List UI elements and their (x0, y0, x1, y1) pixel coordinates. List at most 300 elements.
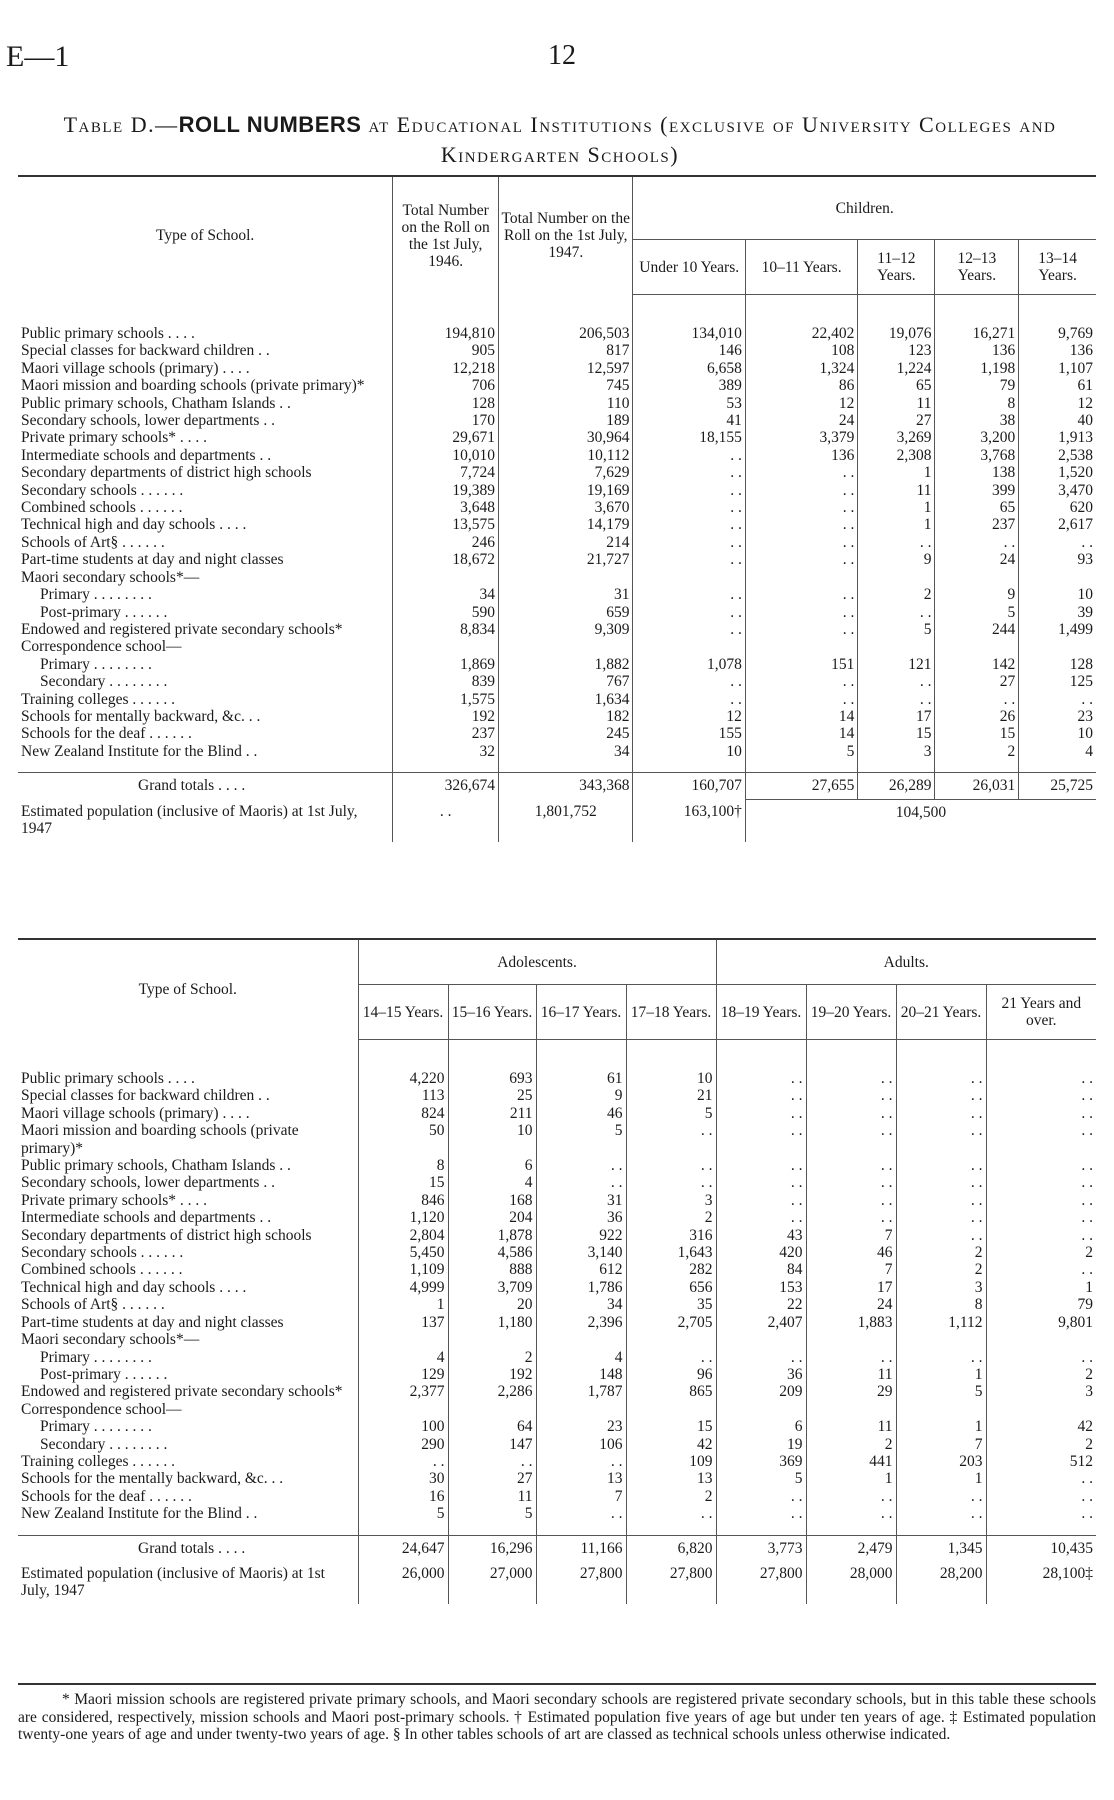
table-row (18, 464, 1096, 481)
cell-value: 8,834 (393, 621, 499, 638)
cell-value: 7,629 (499, 464, 633, 481)
grand-total-value: 3,773 (716, 1535, 806, 1561)
age-header: 16–17 Years. (536, 985, 626, 1040)
cell-value (1019, 638, 1096, 655)
cell-value: 5 (448, 1505, 536, 1522)
cell-value: 4 (448, 1174, 536, 1191)
table-row (18, 621, 1096, 638)
cell-value: . . (536, 1174, 626, 1191)
cell-value: 121 (858, 656, 935, 673)
cell-value: 1,180 (448, 1314, 536, 1331)
cell-value: . . (745, 551, 857, 568)
cell-value: 46 (536, 1105, 626, 1122)
cell-value: 18,672 (393, 551, 499, 568)
cell-value: 693 (448, 1070, 536, 1087)
cell-value: 34 (499, 743, 633, 760)
cell-value: . . (716, 1505, 806, 1522)
cell-value: 1,324 (745, 360, 857, 377)
table-row (18, 325, 1096, 342)
grand-totals-row (18, 1535, 1096, 1561)
grand-total-value: 2,479 (806, 1535, 896, 1561)
row-label: Special classes for backward children . . (21, 1087, 270, 1105)
cell-value: . . (986, 1261, 1096, 1278)
table-row (18, 482, 1096, 499)
cell-value: . . (745, 691, 857, 708)
cell-value: 2 (896, 1244, 986, 1261)
cell-value: 237 (935, 516, 1019, 533)
cell-value: 79 (986, 1296, 1096, 1313)
age-header: 11–12 Years. (858, 240, 935, 295)
cell-value: . . (745, 534, 857, 551)
cell-value: . . (633, 691, 745, 708)
table-row (18, 1296, 1096, 1313)
cell-value: 10 (626, 1070, 716, 1087)
table-row (18, 569, 1096, 586)
type-of-school-header: Type of School. (18, 176, 393, 295)
cell-value: 86 (745, 377, 857, 394)
cell-value: . . (896, 1070, 986, 1087)
row-label: Public primary schools, Chatham Islands . . (21, 1157, 291, 1175)
population-value: . . (393, 799, 499, 842)
row-label: Correspondence school— (21, 1400, 182, 1418)
cell-value: . . (896, 1488, 986, 1505)
cell-value: . . (986, 1105, 1096, 1122)
table-row (18, 412, 1096, 429)
cell-value: 26 (935, 708, 1019, 725)
cell-value (499, 569, 633, 586)
cell-value: 7 (896, 1436, 986, 1453)
row-label: Secondary departments of district high schools (21, 1226, 312, 1244)
cell-value: 3,200 (935, 429, 1019, 446)
cell-value: 43 (716, 1227, 806, 1244)
cell-value: 1 (806, 1470, 896, 1487)
cell-value (935, 638, 1019, 655)
cell-value: . . (536, 1157, 626, 1174)
table-row (18, 1105, 1096, 1122)
table-row (18, 743, 1096, 760)
title-bold: ROLL NUMBERS (178, 112, 362, 137)
cell-value: 9 (935, 586, 1019, 603)
table-row (18, 1070, 1096, 1087)
cell-value: 11 (448, 1488, 536, 1505)
cell-value: . . (716, 1070, 806, 1087)
cell-value (716, 1331, 806, 1348)
cell-value: 214 (499, 534, 633, 551)
cell-value: 1,575 (393, 691, 499, 708)
cell-value: 4,586 (448, 1244, 536, 1261)
row-label: Schools for the mentally backward, &c. . . (21, 1470, 284, 1488)
cell-value: 136 (745, 447, 857, 464)
population-row (18, 799, 1096, 842)
cell-value: 389 (633, 377, 745, 394)
population-row (18, 1561, 1096, 1604)
cell-value: . . (716, 1157, 806, 1174)
table-adolescents-adults (18, 938, 1096, 1604)
cell-value: 138 (935, 464, 1019, 481)
cell-value: 61 (1019, 377, 1096, 394)
cell-value: . . (986, 1349, 1096, 1366)
table-row (18, 1436, 1096, 1453)
cell-value: . . (806, 1070, 896, 1087)
row-label: Secondary schools, lower departments . . (21, 412, 275, 430)
cell-value: 1,869 (393, 656, 499, 673)
cell-value: . . (633, 482, 745, 499)
cell-value: 34 (536, 1296, 626, 1313)
grand-total-value: 26,289 (858, 773, 935, 799)
cell-value: . . (896, 1227, 986, 1244)
cell-value: 3,269 (858, 429, 935, 446)
cell-value: 40 (1019, 412, 1096, 429)
cell-value: . . (536, 1453, 626, 1470)
cell-value: . . (745, 621, 857, 638)
cell-value: 817 (499, 342, 633, 359)
cell-value: 32 (393, 743, 499, 760)
cell-value: 136 (1019, 342, 1096, 359)
cell-value: 2 (896, 1261, 986, 1278)
cell-value: 14 (745, 725, 857, 742)
cell-value: . . (716, 1209, 806, 1226)
cell-value: 125 (1019, 673, 1096, 690)
cell-value: 2 (986, 1436, 1096, 1453)
population-value: 163,100† (633, 799, 745, 842)
cell-value: . . (896, 1087, 986, 1104)
cell-value: 846 (358, 1192, 448, 1209)
cell-value: . . (896, 1105, 986, 1122)
cell-value: 34 (393, 586, 499, 603)
cell-value: . . (633, 551, 745, 568)
cell-value: 1,499 (1019, 621, 1096, 638)
table-row (18, 586, 1096, 603)
cell-value: . . (986, 1122, 1096, 1157)
cell-value: 824 (358, 1105, 448, 1122)
table-row (18, 1261, 1096, 1278)
cell-value: . . (858, 673, 935, 690)
cell-value: 1 (858, 464, 935, 481)
cell-value (448, 1401, 536, 1418)
cell-value: . . (745, 499, 857, 516)
table-row (18, 708, 1096, 725)
cell-value: 1,078 (633, 656, 745, 673)
cell-value: 5 (896, 1383, 986, 1400)
row-label: Endowed and registered private secondary schools* (21, 620, 343, 638)
cell-value: 27 (858, 412, 935, 429)
cell-value (745, 638, 857, 655)
cell-value (806, 1401, 896, 1418)
row-label: Maori village schools (primary) . . . . (21, 1104, 250, 1122)
cell-value: 29 (806, 1383, 896, 1400)
cell-value: 14 (745, 708, 857, 725)
page-number: 12 (548, 40, 576, 71)
cell-value: 3,470 (1019, 482, 1096, 499)
cell-value: 15 (358, 1174, 448, 1191)
cell-value: 134,010 (633, 325, 745, 342)
row-label: Combined schools . . . . . . (21, 499, 183, 517)
cell-value: . . (716, 1192, 806, 1209)
cell-value: 1 (358, 1296, 448, 1313)
cell-value: 10 (448, 1122, 536, 1157)
cell-value: 5 (536, 1122, 626, 1157)
population-value: 27,000 (448, 1561, 536, 1604)
cell-value: 11 (858, 395, 935, 412)
cell-value: 19,169 (499, 482, 633, 499)
cell-value: . . (716, 1488, 806, 1505)
cell-value: . . (745, 673, 857, 690)
cell-value: 136 (935, 342, 1019, 359)
row-label: Primary . . . . . . . . (40, 586, 152, 604)
cell-value: 64 (448, 1418, 536, 1435)
cell-value: 30 (358, 1470, 448, 1487)
cell-value: . . (858, 604, 935, 621)
row-label: New Zealand Institute for the Blind . . (21, 742, 258, 760)
cell-value: 1,520 (1019, 464, 1096, 481)
age-header: 20–21 Years. (896, 985, 986, 1040)
cell-value: 1 (896, 1418, 986, 1435)
cell-value: 42 (986, 1418, 1096, 1435)
table-row (18, 1157, 1096, 1174)
cell-value: . . (986, 1209, 1096, 1226)
cell-value: . . (986, 1488, 1096, 1505)
cell-value: 110 (499, 395, 633, 412)
cell-value: . . (716, 1174, 806, 1191)
cell-value: 182 (499, 708, 633, 725)
grand-total-value: 10,435 (986, 1535, 1096, 1561)
cell-value: 7,724 (393, 464, 499, 481)
cell-value: . . (1019, 534, 1096, 551)
cell-value: . . (806, 1105, 896, 1122)
table-row (18, 1314, 1096, 1331)
cell-value: 2,286 (448, 1383, 536, 1400)
grand-total-value: 6,820 (626, 1535, 716, 1561)
cell-value (358, 1331, 448, 1348)
cell-value: 30,964 (499, 429, 633, 446)
cell-value: . . (896, 1157, 986, 1174)
cell-value: . . (896, 1349, 986, 1366)
cell-value: 8 (358, 1157, 448, 1174)
population-merged-value: 104,500 (745, 799, 1096, 842)
cell-value: 745 (499, 377, 633, 394)
table-row (18, 1418, 1096, 1435)
cell-value: . . (858, 534, 935, 551)
cell-value: . . (448, 1453, 536, 1470)
cell-value: 27 (935, 673, 1019, 690)
table-row (18, 429, 1096, 446)
cell-value: . . (626, 1122, 716, 1157)
cell-value (393, 638, 499, 655)
row-label: Schools for the deaf . . . . . . (21, 1487, 192, 1505)
cell-value: 10 (1019, 586, 1096, 603)
cell-value: 5,450 (358, 1244, 448, 1261)
cell-value (626, 1331, 716, 1348)
cell-value: . . (633, 534, 745, 551)
cell-value: 922 (536, 1227, 626, 1244)
cell-value: . . (1019, 691, 1096, 708)
cell-value: 3,768 (935, 447, 1019, 464)
population-value: 28,200 (896, 1561, 986, 1604)
cell-value (536, 1331, 626, 1348)
cell-value: 2 (448, 1349, 536, 1366)
cell-value: 168 (448, 1192, 536, 1209)
table-row (18, 1331, 1096, 1348)
cell-value: 1 (858, 499, 935, 516)
cell-value: 3 (896, 1279, 986, 1296)
cell-value: 206,503 (499, 325, 633, 342)
cell-value: 209 (716, 1383, 806, 1400)
cell-value: 9,801 (986, 1314, 1096, 1331)
page-reference: E—1 (6, 40, 70, 73)
table-row (18, 1192, 1096, 1209)
cell-value: . . (806, 1192, 896, 1209)
cell-value: 6 (716, 1418, 806, 1435)
cell-value: 4 (536, 1349, 626, 1366)
cell-value: . . (896, 1122, 986, 1157)
cell-value: 316 (626, 1227, 716, 1244)
cell-value: 767 (499, 673, 633, 690)
cell-value: . . (806, 1488, 896, 1505)
cell-value: 142 (935, 656, 1019, 673)
row-label: Secondary schools . . . . . . (21, 1244, 184, 1262)
row-label: Post-primary . . . . . . (40, 1365, 168, 1383)
cell-value: 237 (393, 725, 499, 742)
age-header: 21 Years and over. (986, 985, 1096, 1040)
cell-value: 7 (806, 1261, 896, 1278)
cell-value: . . (986, 1157, 1096, 1174)
cell-value: 706 (393, 377, 499, 394)
cell-value: 3,648 (393, 499, 499, 516)
cell-value: 11 (858, 482, 935, 499)
cell-value: 4 (1019, 743, 1096, 760)
cell-value (499, 638, 633, 655)
population-value: 28,000 (806, 1561, 896, 1604)
cell-value (393, 569, 499, 586)
cell-value: 3,140 (536, 1244, 626, 1261)
cell-value: 3,709 (448, 1279, 536, 1296)
cell-value: 5 (358, 1505, 448, 1522)
cell-value: 10,112 (499, 447, 633, 464)
cell-value: 3 (626, 1192, 716, 1209)
cell-value: 13,575 (393, 516, 499, 533)
cell-value: 35 (626, 1296, 716, 1313)
row-label: Combined schools . . . . . . (21, 1261, 183, 1279)
cell-value: 96 (626, 1366, 716, 1383)
cell-value: 11 (806, 1366, 896, 1383)
table-row (18, 725, 1096, 742)
cell-value: 2 (806, 1436, 896, 1453)
cell-value: 79 (935, 377, 1019, 394)
population-label: Estimated population (inclusive of Maoris) at 1st July, 1947 (21, 1564, 325, 1600)
cell-value: 53 (633, 395, 745, 412)
cell-value: . . (986, 1470, 1096, 1487)
table-row (18, 377, 1096, 394)
cell-value: 4,999 (358, 1279, 448, 1296)
cell-value: 1,643 (626, 1244, 716, 1261)
age-header: 14–15 Years. (358, 985, 448, 1040)
cell-value: 153 (716, 1279, 806, 1296)
row-label: Post-primary . . . . . . (40, 603, 168, 621)
page-header (0, 40, 1114, 80)
row-label: Schools of Art§ . . . . . . (21, 1296, 165, 1314)
table-row (18, 656, 1096, 673)
grand-totals-label: Grand totals . . . . (18, 1535, 358, 1561)
table-row (18, 1470, 1096, 1487)
cell-value: 399 (935, 482, 1019, 499)
grand-total-value: 26,031 (935, 773, 1019, 799)
total-1947-header: Total Number on the Roll on the 1st July, 1947. (499, 176, 633, 295)
cell-value: 5 (716, 1470, 806, 1487)
cell-value: 8 (935, 395, 1019, 412)
cell-value: . . (935, 691, 1019, 708)
cell-value: . . (806, 1349, 896, 1366)
cell-value: . . (806, 1209, 896, 1226)
grand-total-value: 24,647 (358, 1535, 448, 1561)
row-label: Correspondence school— (21, 638, 182, 656)
row-label: Endowed and registered private secondary schools* (21, 1383, 343, 1401)
cell-value: 12,597 (499, 360, 633, 377)
table-row (18, 604, 1096, 621)
cell-value: 1,786 (536, 1279, 626, 1296)
table-row (18, 1227, 1096, 1244)
cell-value: 21,727 (499, 551, 633, 568)
row-label: Public primary schools . . . . (21, 1070, 195, 1087)
cell-value (536, 1401, 626, 1418)
cell-value: 17 (806, 1279, 896, 1296)
cell-value: 31 (499, 586, 633, 603)
cell-value: 2,308 (858, 447, 935, 464)
cell-value: 21 (626, 1087, 716, 1104)
cell-value: 31 (536, 1192, 626, 1209)
cell-value: 46 (806, 1244, 896, 1261)
cell-value: 65 (858, 377, 935, 394)
cell-value: . . (806, 1122, 896, 1157)
cell-value: 204 (448, 1209, 536, 1226)
table-row (18, 516, 1096, 533)
cell-value: 5 (626, 1105, 716, 1122)
cell-value: . . (633, 499, 745, 516)
cell-value: 24 (745, 412, 857, 429)
population-value: 27,800 (536, 1561, 626, 1604)
row-label: Maori mission and boarding schools (private primary)* (21, 377, 365, 395)
age-header: 17–18 Years. (626, 985, 716, 1040)
cell-value: . . (716, 1349, 806, 1366)
cell-value: 24 (935, 551, 1019, 568)
cell-value (935, 569, 1019, 586)
cell-value: 2,804 (358, 1227, 448, 1244)
cell-value: 9,769 (1019, 325, 1096, 342)
cell-value: 1,913 (1019, 429, 1096, 446)
cell-value: . . (716, 1087, 806, 1104)
cell-value: . . (633, 447, 745, 464)
cell-value: . . (986, 1505, 1096, 1522)
cell-value: 29,671 (393, 429, 499, 446)
cell-value: . . (896, 1192, 986, 1209)
cell-value: 19 (716, 1436, 806, 1453)
title-prefix: Table D.— (63, 112, 179, 137)
row-label: Maori secondary schools*— (21, 1331, 200, 1349)
cell-value: . . (858, 691, 935, 708)
cell-value: 12 (1019, 395, 1096, 412)
cell-value: 1 (896, 1470, 986, 1487)
cell-value: 27 (448, 1470, 536, 1487)
cell-value: 137 (358, 1314, 448, 1331)
cell-value: 17 (858, 708, 935, 725)
cell-value: 2 (986, 1366, 1096, 1383)
cell-value: . . (806, 1157, 896, 1174)
title-rest: at Educational Institutions (exclusive of University Colleges and Kindergarten Schools) (361, 112, 1057, 167)
cell-value: 659 (499, 604, 633, 621)
cell-value: 5 (745, 743, 857, 760)
cell-value: 905 (393, 342, 499, 359)
cell-value: 2,407 (716, 1314, 806, 1331)
cell-value: 282 (626, 1261, 716, 1278)
